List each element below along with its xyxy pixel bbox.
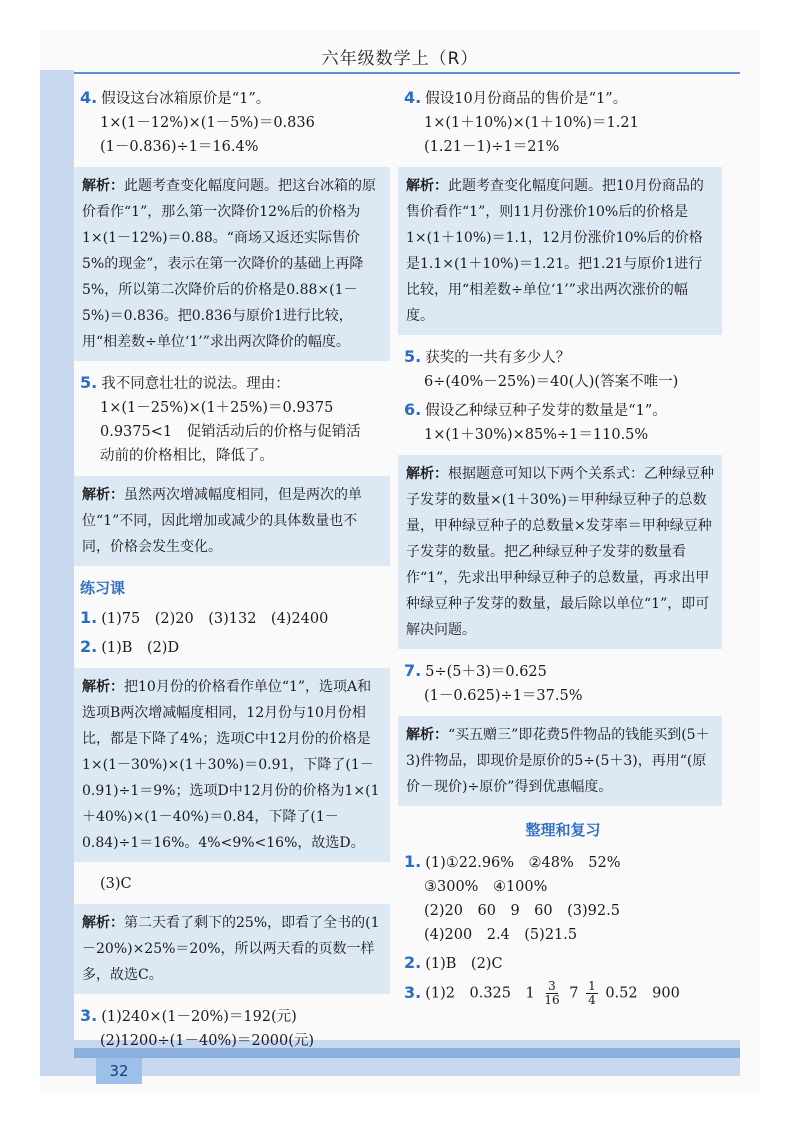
fraction-numerator: 3 — [548, 979, 556, 993]
answer-line: (2)20 60 9 60 (3)92.5 — [424, 903, 620, 919]
answer-line: (1)B (2)C — [425, 956, 503, 972]
answer-line: 1×(1＋30%)×85%÷1＝110.5% — [424, 427, 649, 443]
answer-line: (1)①22.96% ②48% 52% — [425, 855, 621, 871]
answer-4-left — [80, 86, 390, 361]
page-edge-decoration — [40, 70, 74, 1060]
answer-line: (1－0.625)÷1＝37.5% — [424, 688, 583, 704]
analysis-label: 解析： — [82, 915, 124, 931]
question-number: 3. — [404, 982, 422, 1002]
fraction-denominator: 16 — [544, 993, 560, 1007]
question-number: 6. — [404, 400, 422, 419]
answer-line: (3)C — [100, 876, 132, 892]
review-2 — [404, 951, 722, 976]
question-number: 1. — [404, 852, 422, 871]
analysis-text: 此题考查变化幅度问题。把10月份商品的售价看作“1”，则11月份涨价10%后的价格是1×(1＋10%)＝1.1，12月份涨价10%后的价格是1.1×(1＋10%)＝1.21。把1.21与原价1进行比较，用“相差数÷单位‘1’”求出两次涨价的幅度。 — [406, 178, 704, 324]
analysis-box — [398, 455, 722, 649]
review-1 — [404, 850, 722, 947]
practice-2 — [80, 635, 390, 994]
answer-5-left — [80, 371, 390, 566]
analysis-label: 解析： — [82, 487, 124, 503]
answer-line: (1)240×(1－20%)＝192(元) — [101, 1009, 297, 1025]
analysis-label: 解析： — [82, 679, 124, 695]
analysis-box — [74, 476, 390, 566]
left-column — [80, 86, 390, 1057]
answer-line: (1)75 (2)20 (3)132 (4)2400 — [101, 611, 329, 627]
answer-line: 6÷(40%－25%)＝40(人)(答案不唯一) — [424, 374, 679, 390]
fraction — [586, 980, 598, 1007]
answer-line: 我不同意壮壮的说法。理由： — [101, 376, 290, 392]
analysis-box — [74, 668, 390, 862]
answer-line: 0.9375<1 促销活动后的价格与促销活 — [100, 424, 361, 440]
analysis-box — [74, 167, 390, 361]
answer-line: 假设乙种绿豆种子发芽的数量是“1”。 — [425, 403, 667, 419]
analysis-box — [398, 167, 722, 335]
analysis-text: 虽然两次增减幅度相同，但是两次的单位“1”不同，因此增加或减少的具体数量也不同，价格会发生变化。 — [82, 487, 362, 555]
analysis-text: 第二天看了剩下的25%，即看了全书的(1－20%)×25%＝20%，所以两天看的页数一样多，故选C。 — [82, 915, 380, 983]
analysis-box — [74, 904, 390, 994]
answer-line: (1)B (2)D — [101, 640, 180, 656]
analysis-text: 此题考查变化幅度问题。把这台冰箱的原价看作“1”，那么第一次降价12%后的价格为1×(1－12%)＝0.88。“商场又返还实际售价5%的现金”，表示在第一次降价的基础上再降5%，所以第二次降价后的价格是0.88×(1－5%)＝0.836。把0.836与原价1进行比较，用“相差数÷单位‘1’”求出两次降价的幅度。 — [82, 178, 376, 350]
review-3 — [404, 980, 722, 1007]
fraction-denominator: 4 — [588, 993, 596, 1007]
question-number: 4. — [80, 88, 98, 107]
answer-line: 1×(1－12%)×(1－5%)＝0.836 — [100, 115, 315, 131]
question-number: 5. — [80, 373, 98, 392]
answer-line: ③300% ④100% — [424, 879, 548, 895]
analysis-label: 解析： — [82, 178, 124, 194]
analysis-label: 解析： — [406, 727, 448, 743]
question-number: 4. — [404, 88, 422, 107]
question-number: 5. — [404, 347, 422, 366]
answer-part: (1)2 0.325 1 — [425, 985, 535, 1002]
practice-3 — [80, 1004, 390, 1053]
fraction — [542, 980, 561, 1007]
analysis-text: “买五赠三”即花费5件物品的钱能买到(5＋3)件物品，即现价是原价的5÷(5＋3)，再用“(原价－现价)÷原价”得到优惠幅度。 — [406, 727, 710, 795]
answer-5-right — [404, 345, 722, 394]
page-number: 32 — [96, 1058, 142, 1084]
right-column — [404, 86, 722, 1011]
answer-line: 1×(1＋10%)×(1＋10%)＝1.21 — [424, 115, 639, 131]
analysis-label: 解析： — [406, 178, 448, 194]
question-number: 2. — [80, 637, 98, 656]
page-title: 六年级数学上（R） — [321, 49, 479, 69]
answer-line: 获奖的一共有多少人？ — [425, 350, 571, 366]
question-number: 1. — [80, 608, 98, 627]
answer-line: 动前的价格相比，降低了。 — [100, 448, 274, 464]
header-divider — [74, 72, 740, 74]
answer-6-right — [404, 398, 722, 649]
analysis-text: 把10月份的价格看作单位“1”，选项A和选项B两次增减幅度相同，12月份与10月份相比，都是下降了4%；选项C中12月份的价格是1×(1－30%)×(1＋30%)＝0.91，下降了(1－0.91)÷1＝9%；选项D中12月份的价格为1×(1＋40%)×(1－40%)＝0.84，下降了(1－0.84)÷1＝16%。4%<9%<16%，故选D。 — [82, 679, 380, 851]
analysis-box — [398, 716, 722, 806]
section-title-review: 整理和复习 — [525, 821, 601, 839]
answer-line: 1×(1－25%)×(1＋25%)＝0.9375 — [100, 400, 334, 416]
fraction-numerator: 1 — [588, 979, 596, 993]
answer-4-right — [404, 86, 722, 335]
analysis-text: 根据题意可知以下两个关系式：乙种绿豆种子发芽的数量×(1＋30%)＝甲种绿豆种子的总数量，甲种绿豆种子的总数量×发芽率＝甲种绿豆种子发芽的数量。把乙种绿豆种子发芽的数量看作“1”，先求出甲种绿豆种子的总数量，再求出甲种绿豆种子发芽的数量，最后除以单位“1”，即可解决问题。 — [406, 466, 714, 638]
answer-line: 假设这台冰箱原价是“1”。 — [101, 91, 271, 107]
section-title-practice: 练习课 — [80, 579, 126, 597]
answer-line: (4)200 2.4 (5)21.5 — [424, 927, 578, 943]
question-number: 2. — [404, 953, 422, 972]
answer-line: (2)1200÷(1－40%)＝2000(元) — [100, 1033, 315, 1049]
answer-7-right — [404, 659, 722, 806]
answer-line: (1.21－1)÷1＝21% — [424, 139, 560, 155]
analysis-label: 解析： — [406, 466, 448, 482]
answer-line: 假设10月份商品的售价是“1”。 — [425, 91, 628, 107]
practice-1 — [80, 606, 390, 631]
answer-line: 5÷(5＋3)＝0.625 — [425, 664, 547, 680]
answer-part: 7 — [569, 985, 579, 1002]
answer-part: 0.52 900 — [605, 985, 680, 1002]
question-number: 3. — [80, 1006, 98, 1025]
question-number: 7. — [404, 661, 422, 680]
answer-line: (1－0.836)÷1＝16.4% — [100, 139, 259, 155]
